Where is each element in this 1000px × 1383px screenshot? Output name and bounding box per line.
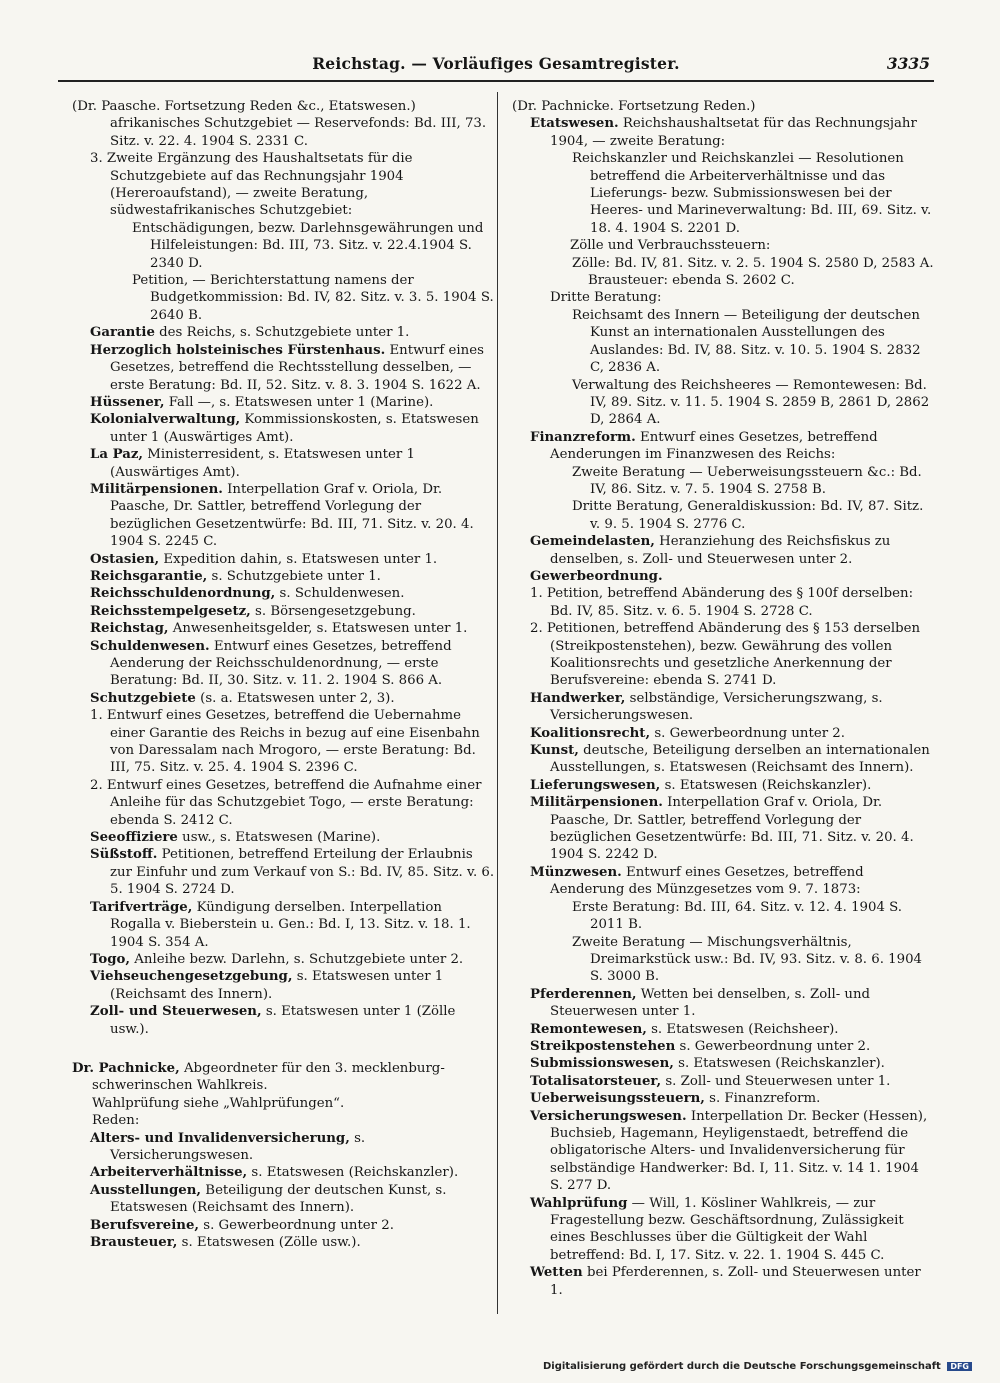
index-entry (512, 464, 935, 499)
entry-text: Wetten bei denselben, s. Zoll- und Steuerwesen unter 1. (550, 986, 871, 1020)
page-number: 3335 (886, 54, 930, 73)
entry-keyword: La Paz, (90, 447, 144, 463)
entry-text: Zölle und Verbrauchssteuern: (570, 238, 771, 254)
entry-text: Petitionen, betreffend Erteilung der Erlaubnis zur Einfuhr und zum Verkauf von S.: Bd. IV, 85. Sitz. v. 6. 5. 1904 S. 2724 D. (110, 847, 495, 898)
index-entry (72, 1164, 495, 1181)
index-entry (72, 220, 495, 272)
entry-keyword: Gewerbeordnung. (530, 568, 663, 584)
entry-keyword: Berufsvereine, (90, 1217, 200, 1233)
entry-text: Kündigung derselben. Interpellation Rogalla v. Bieberstein u. Gen.: Bd. I, 13. Sitz. v. 18. 1. 1904 S. 354 A. (110, 899, 471, 950)
index-entry (512, 150, 935, 237)
index-entry (512, 568, 935, 585)
index-entry (72, 1060, 495, 1095)
entry-text: (Dr. Paasche. Fortsetzung Reden &c., Etatswesen.) (72, 99, 416, 114)
entry-keyword: Kunst, (530, 743, 579, 759)
entry-text: s. Schuldenwesen. (279, 586, 405, 602)
entry-keyword: Ueberweisungssteuern, (530, 1091, 705, 1107)
entry-text: Abgeordneter für den 3. mecklenburg-schwerinschen Wahlkreis. (92, 1060, 445, 1094)
entry-text: Interpellation Graf v. Oriola, Dr. Paasche, Dr. Sattler, betreffend Vorlegung der bezüglichen Gesetzentwürfe: Bd. III, 71. Sitz. v. 20. 4. 1904 S. 2242 D. (550, 795, 914, 863)
entry-text: Kommissionskosten, s. Etatswesen unter 1 (Auswärtiges Amt). (110, 412, 479, 445)
entry-text: Dritte Beratung, Generaldiskussion: Bd. IV, 87. Sitz. v. 9. 5. 1904 S. 2776 C. (572, 499, 924, 532)
index-entry (512, 934, 935, 986)
entry-keyword: Kolonialverwaltung, (90, 412, 241, 428)
entry-text: Reichshaushaltsetat für das Rechnungsjahr 1904, — zweite Beratung: (550, 116, 917, 149)
index-entry (72, 638, 495, 690)
index-entry (512, 1108, 935, 1195)
entry-text: selbständige, Versicherungszwang, s. Versicherungswesen. (550, 690, 883, 724)
entry-text: s. Etatswesen (Reichskanzler). (251, 1165, 459, 1181)
index-entry (512, 620, 935, 690)
entry-keyword: Tarifverträge, (90, 899, 193, 915)
entry-keyword: Garantie (90, 325, 155, 341)
index-entry (72, 1234, 495, 1251)
index-entry (512, 725, 935, 742)
entry-text: Entwurf eines Gesetzes, betreffend die Rechtsstellung desselben, — erste Beratung: Bd. II, 52. Sitz. v. 8. 3. 1904 S. 1622 A. (110, 342, 484, 393)
entry-keyword: Streikpostenstehen (530, 1038, 676, 1054)
entry-keyword: Submissionswesen, (530, 1056, 674, 1072)
entry-text: Heranziehung des Reichsfiskus zu denselben, s. Zoll- und Steuerwesen unter 2. (550, 534, 891, 567)
entry-keyword: Herzoglich holsteinisches Fürstenhaus. (90, 342, 386, 358)
entry-keyword: Koalitionsrecht, (530, 725, 651, 741)
entry-keyword: Zoll- und Steuerwesen, (90, 1004, 262, 1020)
entry-text: 1. Entwurf eines Gesetzes, betreffend die Uebernahme einer Garantie des Reichs in bezug auf eine Eisenbahn von Daressalam nach Mrogoro, — erste Beratung: Bd. III, 75. Sitz. v. 25. 4. 1904 S. 2396 C. (90, 708, 480, 776)
right-column (512, 98, 935, 1299)
entry-keyword: Remontewesen, (530, 1021, 647, 1037)
index-entry (72, 324, 495, 341)
index-entry (72, 115, 495, 150)
index-entry (512, 1090, 935, 1107)
entry-text: s. Gewerbeordnung unter 2. (654, 725, 845, 741)
entry-keyword: Arbeiterverhältnisse, (90, 1165, 248, 1181)
entry-text: des Reichs, s. Schutzgebiete unter 1. (159, 325, 410, 341)
index-entry (512, 115, 935, 150)
index-entry (72, 1217, 495, 1234)
entry-keyword: Ostasien, (90, 551, 160, 567)
entry-text: Interpellation Graf v. Oriola, Dr. Paasche, Dr. Sattler, betreffend Vorlegung der bezüglichen Gesetzentwürfe: Bd. III, 71. Sitz. v. 20. 4. 1904 S. 2245 C. (110, 481, 474, 550)
index-entry (72, 951, 495, 968)
entry-keyword: Handwerker, (530, 690, 626, 706)
entry-text: Anleihe bezw. Darlehn, s. Schutzgebiete unter 2. (134, 951, 464, 967)
entry-keyword: Pferderennen, (530, 986, 637, 1002)
index-entry (512, 585, 935, 620)
entry-text: bei Pferderennen, s. Zoll- und Steuerwesen unter 1. (550, 1265, 921, 1298)
entry-keyword: Togo, (90, 951, 131, 967)
entry-text: s. Zoll- und Steuerwesen unter 1. (665, 1073, 891, 1089)
index-entry (72, 1130, 495, 1165)
index-entry (512, 690, 935, 725)
page-title: Reichstag. — Vorläufiges Gesamtregister. (312, 54, 680, 73)
entry-keyword: Militärpensionen. (530, 795, 663, 811)
dfg-logo: DFG (947, 1362, 972, 1371)
index-entry (72, 1095, 495, 1112)
index-entry (512, 377, 935, 429)
entry-keyword: Hüssener, (90, 394, 165, 410)
index-entry (512, 986, 935, 1021)
index-entry (512, 498, 935, 533)
index-entry (72, 707, 495, 777)
entry-text: 1. Petition, betreffend Abänderung des § 100f derselben: Bd. IV, 85. Sitz. v. 6. 5. 1904 S. 2728 C. (530, 586, 914, 619)
entry-keyword: Militärpensionen. (90, 481, 223, 497)
index-entry (72, 98, 495, 115)
entry-keyword: Reichsstempelgesetz, (90, 603, 251, 619)
index-entry (72, 585, 495, 602)
entry-text: s. Schutzgebiete unter 1. (211, 568, 381, 584)
index-entry (512, 307, 935, 377)
entry-text: Erste Beratung: Bd. III, 64. Sitz. v. 12. 4. 1904 S. 2011 B. (572, 899, 903, 933)
entry-keyword: Süßstoff. (90, 847, 158, 863)
entry-text: — Will, 1. Kösliner Wahlkreis, — zur Fragestellung bezw. Geschäftsordnung, Zulässigkeit eines Beschlusses über die Gültigkeit der Wahl betreffend: Bd. I, 17. Sitz. v. 22. 1. 1904 S. 445 C. (550, 1195, 904, 1263)
index-entry (512, 237, 935, 254)
entry-text: 2. Petitionen, betreffend Abänderung des § 153 derselben (Streikpostenstehen), bezw. Gewährung des vollen Koalitionsrechts und gesetzliche Anerkennung der Berufsvereine: ebenda S. 2741 D. (530, 621, 921, 689)
index-entry (72, 846, 495, 898)
column-divider (497, 92, 498, 1314)
entry-text: Zweite Beratung — Mischungsverhältnis, Dreimarkstück usw.: Bd. IV, 93. Sitz. v. 8. 6. 1904 S. 3000 B. (572, 934, 922, 985)
entry-text: Fall —, s. Etatswesen unter 1 (Marine). (168, 394, 434, 410)
entry-keyword: Schuldenwesen. (90, 638, 210, 654)
index-entry (512, 1073, 935, 1090)
entry-text: Reichsamt des Innern — Beteiligung der deutschen Kunst an internationalen Ausstellungen des Auslandes: Bd. IV, 88. Sitz. v. 10. 5. 1904 S. 2832 C, 2836 A. (572, 307, 921, 376)
entry-text: s. Versicherungswesen. (110, 1130, 366, 1163)
entry-text: (s. a. Etatswesen unter 2, 3). (200, 690, 395, 706)
entry-keyword: Schutzgebiete (90, 690, 196, 706)
index-entry (72, 1182, 495, 1217)
entry-text: s. Etatswesen (Reichskanzler). (678, 1056, 885, 1072)
index-entry (512, 1021, 935, 1038)
entry-text: (Dr. Pachnicke. Fortsetzung Reden.) (512, 99, 756, 114)
entry-keyword: Reichstag, (90, 621, 169, 637)
index-entry (512, 289, 935, 306)
footer-text: Digitalisierung gefördert durch die Deutsche Forschungsgemeinschaft (542, 1361, 941, 1372)
entry-text: Wahlprüfung siehe „Wahlprüfungen“. (92, 1095, 345, 1111)
entry-text: deutsche, Beteiligung derselben an internationalen Ausstellungen, s. Etatswesen (Reichsamt des Innern). (550, 743, 930, 776)
page-header (58, 52, 934, 82)
index-entry (512, 794, 935, 864)
entry-keyword: Lieferungswesen, (530, 777, 661, 793)
entry-text: s. Etatswesen (Zölle usw.). (181, 1235, 361, 1250)
index-entry (512, 899, 935, 934)
entry-keyword: Reichsgarantie, (90, 568, 208, 584)
entry-keyword: Seeoffiziere (90, 830, 178, 846)
index-entry (72, 968, 495, 1003)
entry-keyword: Ausstellungen, (90, 1182, 202, 1198)
entry-text: Petition, — Berichterstattung namens der Budgetkommission: Bd. IV, 82. Sitz. v. 3. 5. 1904 S. 2640 B. (132, 273, 494, 323)
entry-keyword: Münzwesen. (530, 864, 622, 880)
index-entry (512, 1195, 935, 1265)
entry-keyword: Totalisatorsteuer, (530, 1073, 662, 1089)
entry-keyword: Gemeindelasten, (530, 534, 655, 550)
index-entry (72, 568, 495, 585)
entry-text: s. Gewerbeordnung unter 2. (203, 1217, 394, 1233)
entry-text: afrikanisches Schutzgebiet — Reservefonds: Bd. III, 73. Sitz. v. 22. 4. 1904 S. 2331 C. (110, 116, 487, 149)
entry-text: Expedition dahin, s. Etatswesen unter 1. (163, 551, 438, 567)
index-entry (72, 899, 495, 951)
entry-text: Dritte Beratung: (550, 290, 662, 306)
entry-text: 2. Entwurf eines Gesetzes, betreffend die Aufnahme einer Anleihe für das Schutzgebiet Togo, — erste Beratung: ebenda S. 2412 C. (90, 777, 482, 828)
entry-text: s. Etatswesen unter 1 (Zölle usw.). (110, 1004, 456, 1037)
index-entry (512, 272, 935, 289)
entry-text: Ministerresident, s. Etatswesen unter 1 (Auswärtiges Amt). (110, 447, 415, 480)
index-entry (72, 481, 495, 551)
entry-text: Entwurf eines Gesetzes, betreffend Aenderung des Münzgesetzes vom 9. 7. 1873: (550, 864, 864, 898)
index-entry (512, 533, 935, 568)
entry-text: Brausteuer: ebenda S. 2602 C. (588, 273, 795, 289)
index-entry (72, 1112, 495, 1129)
entry-text: s. Etatswesen (Reichskanzler). (664, 777, 872, 793)
entry-keyword: Dr. Pachnicke, (72, 1060, 180, 1076)
index-entry (512, 1264, 935, 1299)
index-entry (512, 98, 935, 115)
index-entry (72, 446, 495, 481)
index-entry (72, 411, 495, 446)
entry-text: Verwaltung des Reichsheeres — Remontewesen: Bd. IV, 89. Sitz. v. 11. 5. 1904 S. 2859 B, 2861 D, 2862 D, 2864 A. (572, 377, 930, 428)
index-entry (512, 255, 935, 272)
index-entry (512, 742, 935, 777)
index-entry (72, 777, 495, 829)
index-entry (72, 342, 495, 394)
entry-text: s. Gewerbeordnung unter 2. (679, 1038, 871, 1054)
footer-credit (543, 1361, 972, 1372)
entry-text: Zweite Beratung — Ueberweisungssteuern &c.: Bd. IV, 86. Sitz. v. 7. 5. 1904 S. 2758 B. (572, 464, 922, 497)
index-entry (72, 690, 495, 707)
entry-text: Entwurf eines Gesetzes, betreffend Aenderung der Reichsschuldenordnung, — erste Beratung: Bd. II, 30. Sitz. v. 11. 2. 1904 S. 866 A. (110, 638, 452, 689)
entry-keyword: Alters- und Invalidenversicherung, (90, 1130, 350, 1146)
index-entry (72, 1003, 495, 1038)
entry-keyword: Finanzreform. (530, 429, 636, 445)
index-entry (72, 603, 495, 620)
entry-text: Interpellation Dr. Becker (Hessen), Buchsieb, Hagemann, Heyligenstaedt, betreffend die obligatorische Alters- und Invalidenversicherung für selbständige Handwerker: Bd. I, 11. Sitz. v. 14 1. 1904 S. 277 D. (550, 1108, 928, 1194)
entry-keyword: Etatswesen. (530, 116, 619, 132)
index-entry (72, 394, 495, 411)
index-entry (72, 272, 495, 324)
index-entry (512, 1038, 935, 1055)
index-entry (72, 551, 495, 568)
entry-text: Entwurf eines Gesetzes, betreffend Aenderungen im Finanzwesen des Reichs: (550, 429, 878, 463)
entry-text: Zölle: Bd. IV, 81. Sitz. v. 2. 5. 1904 S. 2580 D, 2583 A. (572, 255, 934, 271)
entry-text: Entschädigungen, bezw. Darlehnsgewährungen und Hilfeleistungen: Bd. III, 73. Sitz. v. 22.4.1904 S. 2340 D. (132, 220, 484, 271)
entry-text: s. Finanzreform. (709, 1091, 821, 1107)
index-entry (72, 620, 495, 637)
index-entry (512, 1055, 935, 1072)
entry-text: s. Etatswesen unter 1 (Reichsamt des Innern). (110, 969, 444, 1002)
entry-keyword: Versicherungswesen. (530, 1108, 687, 1124)
index-entry (512, 777, 935, 794)
entry-text: usw., s. Etatswesen (Marine). (182, 830, 381, 846)
entry-text: 3. Zweite Ergänzung des Haushaltsetats für die Schutzgebiete auf das Rechnungsjahr 1904 (Hereroaufstand), — zweite Beratung, südwestafrikanisches Schutzgebiet: (90, 151, 413, 219)
left-column (72, 98, 495, 1251)
index-entry (512, 864, 935, 899)
entry-keyword: Viehseuchengesetzgebung, (90, 969, 293, 985)
entry-text: Reichskanzler und Reichskanzlei — Resolutionen betreffend die Arbeiterverhältnisse und das Lieferungs- bezw. Submissionswesen bei der Heeres- und Marineverwaltung: Bd. III, 69. Sitz. v. 18. 4. 1904 S. 2201 D. (572, 151, 932, 236)
entry-keyword: Wetten (530, 1265, 583, 1281)
entry-text: Anwesenheitsgelder, s. Etatswesen unter 1. (172, 621, 468, 637)
entry-text: s. Börsengesetzgebung. (255, 603, 416, 619)
entry-text: Reden: (92, 1113, 140, 1129)
index-entry (72, 829, 495, 846)
index-entry (512, 429, 935, 464)
entry-text: s. Etatswesen (Reichsheer). (651, 1021, 839, 1037)
entry-text: Beteiligung der deutschen Kunst, s. Etatswesen (Reichsamt des Innern). (110, 1182, 447, 1216)
section-gap (72, 1038, 495, 1060)
entry-keyword: Wahlprüfung (530, 1195, 628, 1211)
index-entry (72, 150, 495, 220)
entry-keyword: Brausteuer, (90, 1235, 178, 1250)
entry-keyword: Reichsschuldenordnung, (90, 586, 276, 602)
